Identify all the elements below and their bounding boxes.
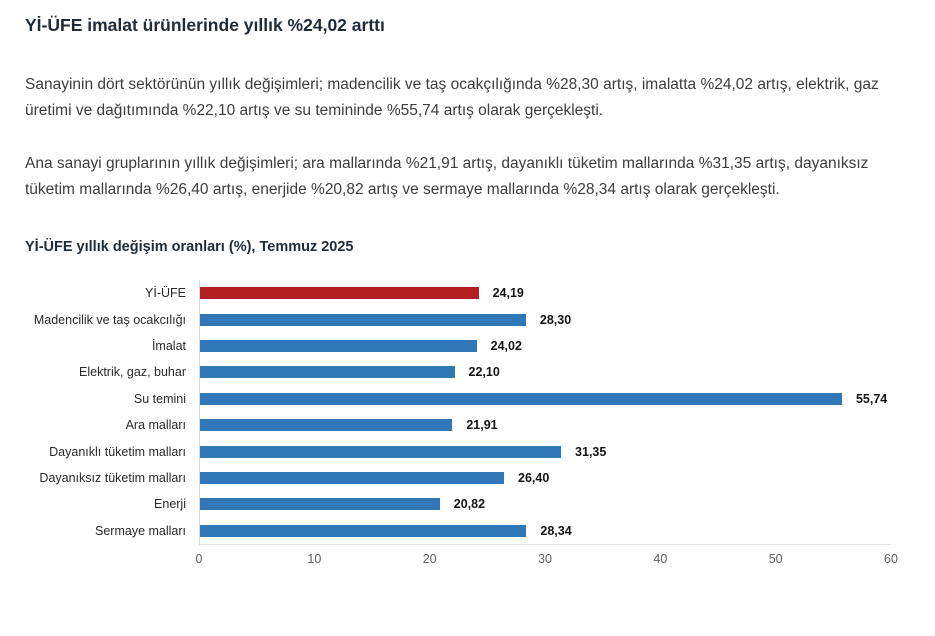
- value-label: 28,30: [539, 312, 572, 327]
- value-label: 20,82: [453, 497, 486, 512]
- value-bar: [200, 472, 504, 484]
- category-label: Su temini: [133, 391, 186, 406]
- category-label: Sermaye malları: [95, 523, 186, 538]
- bar-row: [200, 465, 891, 491]
- value-bar: [200, 525, 526, 537]
- value-bar: [200, 419, 452, 431]
- x-axis-tick: 0: [195, 551, 203, 566]
- value-bar: [200, 366, 455, 378]
- bar-row: [200, 491, 891, 517]
- chart-category-labels: [25, 280, 199, 545]
- bar-row: [200, 412, 891, 438]
- value-bar: [200, 314, 526, 326]
- category-label: Elektrik, gaz, buhar: [79, 365, 186, 380]
- main-industry-groups-paragraph: Ana sanayi gruplarının yıllık değişimleri; ara mallarında %21,91 artış, dayanıklı tüketim mallarında %31,35 artış, dayanıksız tüketim mallarında %26,40 artış, enerjide %20,82 artış ve sermaye mallarında %28,34 artış olarak gerçekleşti.: [25, 155, 869, 198]
- value-label: 24,19: [492, 286, 524, 301]
- x-axis-tick: 20: [422, 551, 437, 566]
- category-label: Dayanıklı tüketim malları: [49, 444, 186, 459]
- page-title: Yİ-ÜFE imalat ürünlerinde yıllık %24,02 arttı: [25, 15, 385, 35]
- press-release-page: [0, 14, 935, 575]
- bar-row: [200, 518, 891, 544]
- chart-plot-area: [199, 280, 891, 545]
- value-bar: [200, 498, 440, 510]
- value-label: 24,02: [490, 338, 522, 353]
- x-axis-tick: 60: [884, 551, 898, 566]
- category-label: Yİ-ÜFE: [145, 286, 186, 301]
- bar-row: [200, 438, 891, 464]
- bar-row: [200, 386, 891, 412]
- x-axis-tick: 40: [653, 551, 668, 566]
- annual-change-bar-chart: [25, 280, 898, 575]
- category-label: Enerji: [154, 497, 186, 512]
- value-label: 21,91: [466, 418, 498, 433]
- sector-summary-paragraph: Sanayinin dört sektörünün yıllık değişimleri; madencilik ve taş ocakçılığında %28,30 artış, imalatta %24,02 artış, elektrik, gaz üretimi ve dağıtımında %22,10 artış ve su temininde %55,74 artış olarak gerçekleşti.: [25, 76, 879, 119]
- highlight-bar: [200, 287, 479, 299]
- value-bar: [200, 446, 561, 458]
- category-label: İmalat: [151, 338, 186, 353]
- value-label: 22,10: [468, 365, 500, 380]
- value-label: 31,35: [575, 444, 607, 459]
- x-axis: [195, 545, 898, 575]
- bar-row: [200, 280, 891, 306]
- category-label: Ara malları: [125, 418, 186, 433]
- bar-row: [200, 359, 891, 385]
- value-label: 55,74: [855, 391, 888, 406]
- value-bar: [200, 340, 477, 352]
- value-label: 26,40: [518, 470, 550, 485]
- x-axis-tick: 30: [538, 551, 552, 566]
- bar-row: [200, 333, 891, 359]
- chart-body: [25, 280, 891, 545]
- category-label: Madencilik ve taş ocakcılığı: [33, 312, 186, 327]
- bar-row: [200, 306, 891, 332]
- value-label: 28,34: [540, 523, 572, 538]
- x-axis-tick: 50: [768, 551, 783, 566]
- chart-title: Yİ-ÜFE yıllık değişim oranları (%), Temmuz 2025: [25, 239, 354, 255]
- x-axis-tick: 10: [307, 551, 322, 566]
- value-bar: [200, 393, 842, 405]
- category-label: Dayanıksız tüketim malları: [39, 470, 186, 485]
